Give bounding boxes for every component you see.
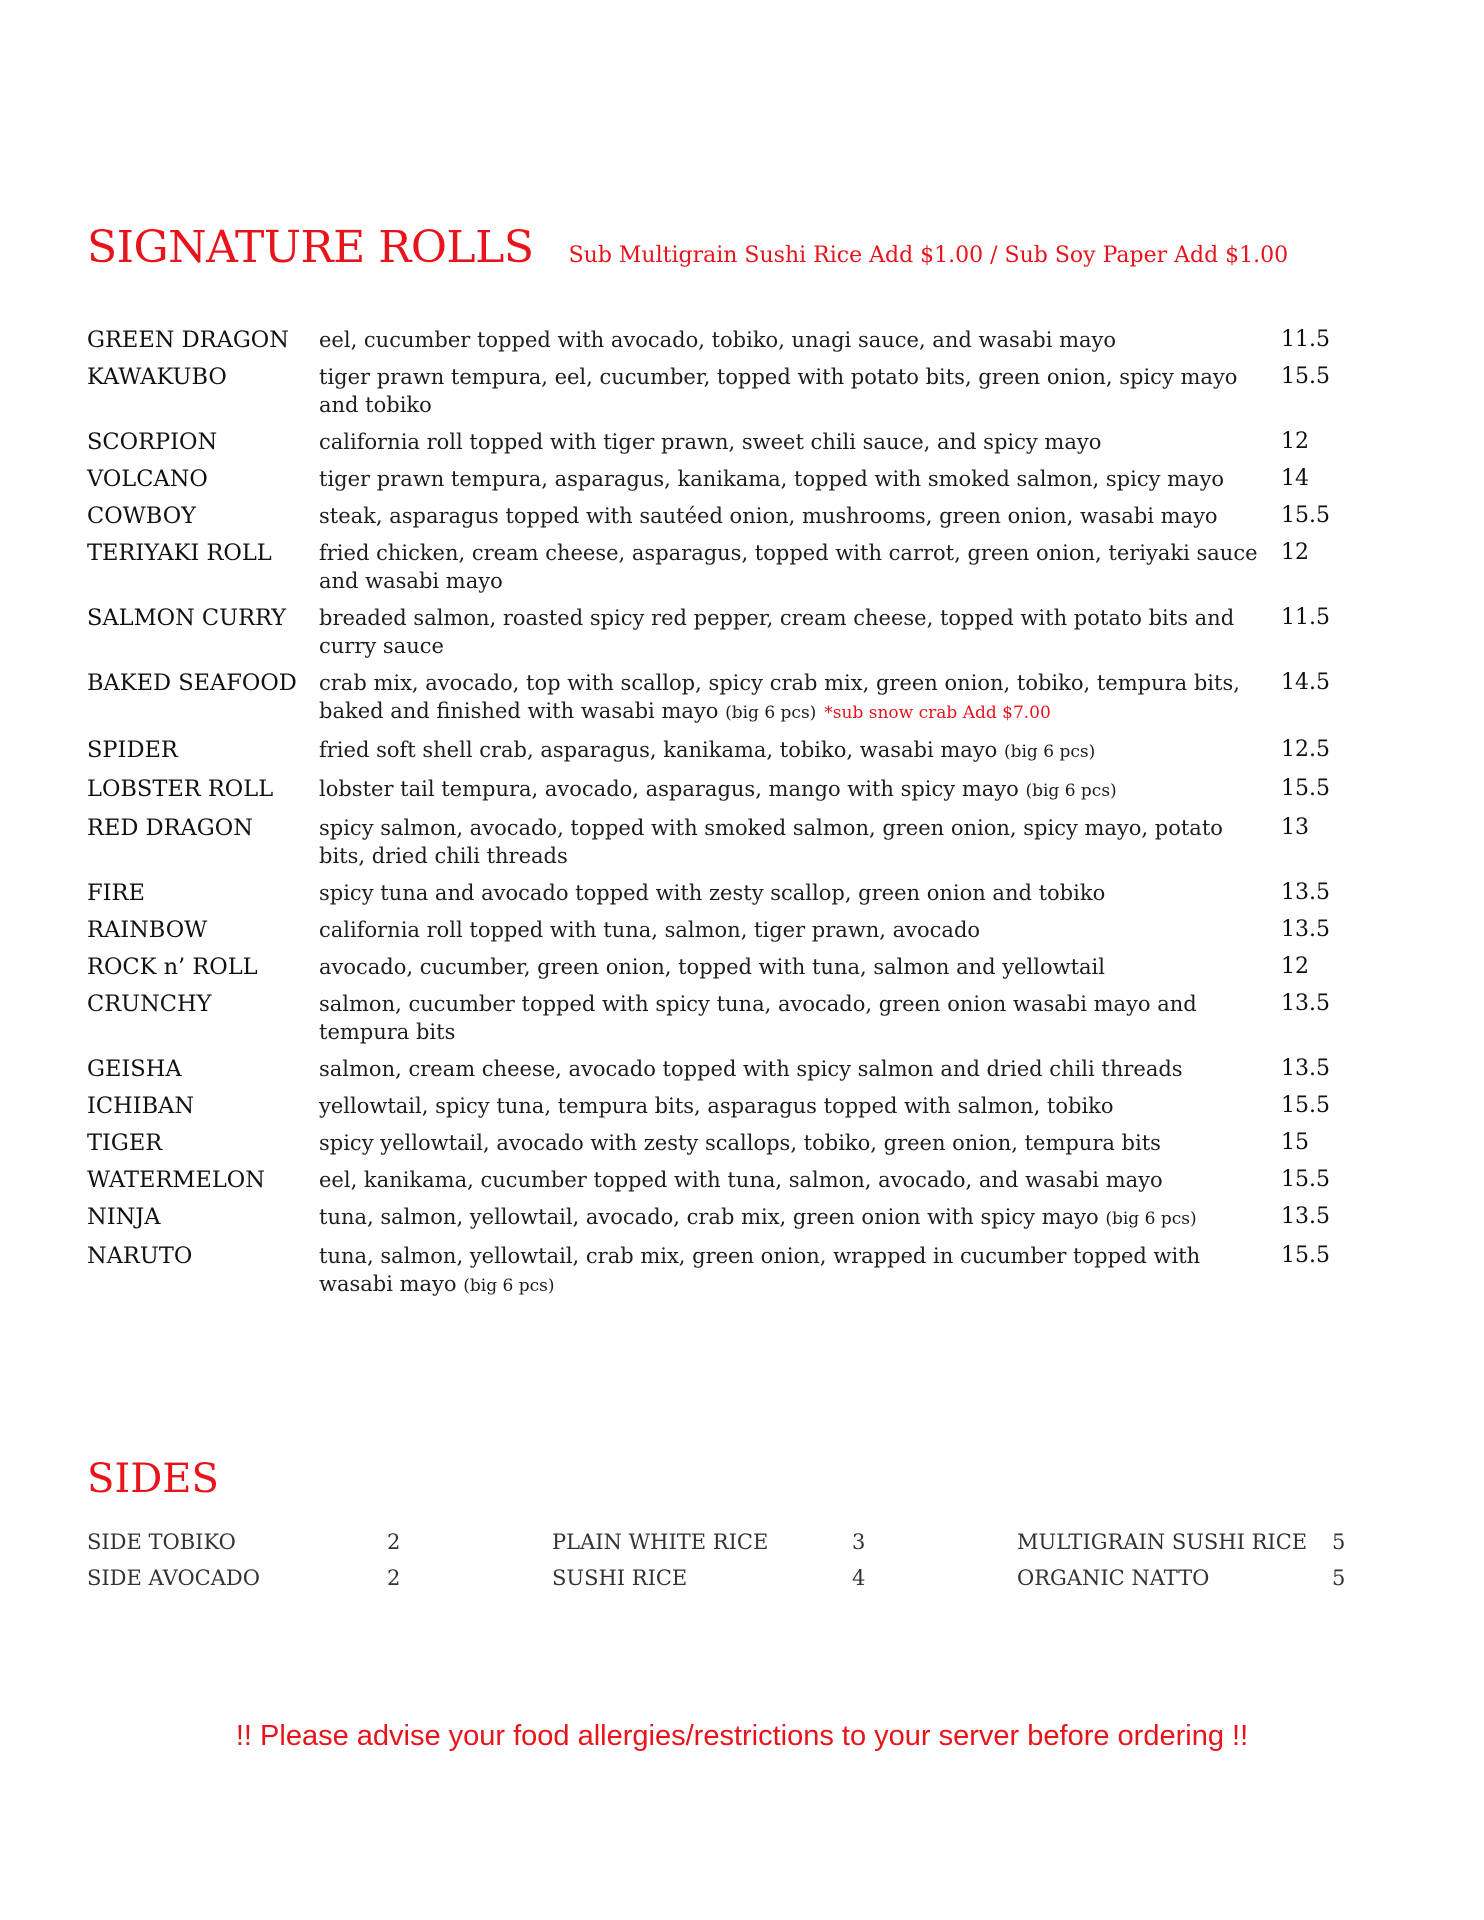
sides-row xyxy=(87,1524,1367,1560)
roll-name: KAWAKUBO xyxy=(87,364,227,390)
roll-description xyxy=(319,604,1259,660)
roll-name: VOLCANO xyxy=(87,466,208,492)
roll-description xyxy=(319,669,1259,727)
roll-description xyxy=(319,953,1259,981)
roll-name: TERIYAKI ROLL xyxy=(87,540,272,566)
side-item-name: SUSHI RICE xyxy=(552,1566,688,1590)
roll-name: FIRE xyxy=(87,880,145,906)
sides-row xyxy=(87,1560,1367,1596)
roll-description-text: spicy tuna and avocado topped with zesty scallop, green onion and tobiko xyxy=(319,881,1106,905)
roll-price: 15.5 xyxy=(1281,503,1330,528)
roll-name: GEISHA xyxy=(87,1056,182,1082)
roll-item xyxy=(87,1055,1357,1083)
roll-price: 13.5 xyxy=(1281,917,1330,942)
roll-description xyxy=(319,916,1259,944)
roll-price: 11.5 xyxy=(1281,605,1330,630)
roll-price: 14 xyxy=(1281,466,1309,491)
signature-rolls-header xyxy=(87,222,1288,273)
roll-size-note: (big 6 pcs) xyxy=(463,1276,555,1296)
roll-description xyxy=(319,1203,1259,1233)
roll-description-text: tuna, salmon, yellowtail, avocado, crab mix, green onion with spicy mayo xyxy=(319,1205,1099,1229)
side-item-name: ORGANIC NATTO xyxy=(1017,1566,1210,1590)
roll-item xyxy=(87,1203,1357,1233)
roll-item xyxy=(87,736,1357,766)
roll-price: 15 xyxy=(1281,1130,1309,1155)
roll-description xyxy=(319,879,1259,907)
roll-description-text: lobster tail tempura, avocado, asparagus, mango with spicy mayo xyxy=(319,777,1019,801)
roll-name: RED DRAGON xyxy=(87,815,253,841)
roll-description xyxy=(319,1242,1259,1300)
roll-description xyxy=(319,775,1259,805)
roll-name: GREEN DRAGON xyxy=(87,327,289,353)
roll-item xyxy=(87,1092,1357,1120)
roll-item xyxy=(87,326,1357,354)
roll-price: 11.5 xyxy=(1281,327,1330,352)
signature-rolls-title: SIGNATURE ROLLS xyxy=(87,222,534,273)
roll-price: 13.5 xyxy=(1281,1204,1330,1229)
roll-description xyxy=(319,1092,1259,1120)
roll-name: SALMON CURRY xyxy=(87,605,287,631)
roll-item xyxy=(87,539,1357,595)
roll-name: CRUNCHY xyxy=(87,991,212,1017)
side-item-price: 2 xyxy=(387,1566,401,1590)
roll-name: BAKED SEAFOOD xyxy=(87,670,297,696)
roll-price: 15.5 xyxy=(1281,1167,1330,1192)
roll-description-text: breaded salmon, roasted spicy red pepper, cream cheese, topped with potato bits and curry sauce xyxy=(319,606,1235,658)
roll-item xyxy=(87,814,1357,870)
roll-item xyxy=(87,1242,1357,1300)
roll-description-text: tiger prawn tempura, eel, cucumber, topped with potato bits, green onion, spicy mayo and tobiko xyxy=(319,365,1238,417)
side-item-name: MULTIGRAIN SUSHI RICE xyxy=(1017,1530,1308,1554)
allergy-notice: !! Please advise your food allergies/restrictions to your server before ordering !! xyxy=(235,1720,1249,1752)
roll-description-text: avocado, cucumber, green onion, topped with tuna, salmon and yellowtail xyxy=(319,955,1105,979)
roll-description-text: eel, cucumber topped with avocado, tobiko, unagi sauce, and wasabi mayo xyxy=(319,328,1117,352)
roll-name: RAINBOW xyxy=(87,917,208,943)
side-item-name: SIDE AVOCADO xyxy=(87,1566,260,1590)
roll-item xyxy=(87,916,1357,944)
roll-description-text: tuna, salmon, yellowtail, crab mix, green onion, wrapped in cucumber topped with wasabi mayo xyxy=(319,1244,1201,1296)
roll-price: 13.5 xyxy=(1281,880,1330,905)
side-item-price: 5 xyxy=(1332,1530,1346,1554)
roll-price: 13.5 xyxy=(1281,1056,1330,1081)
roll-name: WATERMELON xyxy=(87,1167,265,1193)
roll-name: ROCK n’ ROLL xyxy=(87,954,258,980)
roll-price: 12 xyxy=(1281,954,1309,979)
side-item-name: SIDE TOBIKO xyxy=(87,1530,236,1554)
roll-description-text: salmon, cream cheese, avocado topped with spicy salmon and dried chili threads xyxy=(319,1057,1183,1081)
side-item xyxy=(552,1530,1017,1554)
roll-description-text: crab mix, avocado, top with scallop, spicy crab mix, green onion, tobiko, tempura bits, baked and finished with wasabi mayo xyxy=(319,671,1240,723)
roll-price: 14.5 xyxy=(1281,670,1330,695)
roll-item xyxy=(87,502,1357,530)
side-item-price: 4 xyxy=(852,1566,866,1590)
roll-name: TIGER xyxy=(87,1130,163,1156)
roll-item xyxy=(87,1129,1357,1157)
roll-description xyxy=(319,1055,1259,1083)
roll-name: NINJA xyxy=(87,1204,161,1230)
roll-description-text: tiger prawn tempura, asparagus, kanikama, topped with smoked salmon, spicy mayo xyxy=(319,467,1225,491)
side-item xyxy=(87,1566,552,1590)
side-item xyxy=(552,1566,1017,1590)
roll-price: 15.5 xyxy=(1281,1243,1330,1268)
roll-description-text: salmon, cucumber topped with spicy tuna, avocado, green onion wasabi mayo and tempura bits xyxy=(319,992,1197,1044)
roll-description-text: fried chicken, cream cheese, asparagus, topped with carrot, green onion, teriyaki sauce and wasabi mayo xyxy=(319,541,1258,593)
roll-price: 13.5 xyxy=(1281,991,1330,1016)
roll-price: 15.5 xyxy=(1281,364,1330,389)
roll-item xyxy=(87,465,1357,493)
substitution-note: Sub Multigrain Sushi Rice Add $1.00 / Sub Soy Paper Add $1.00 xyxy=(568,243,1289,268)
roll-item xyxy=(87,775,1357,805)
roll-name: SPIDER xyxy=(87,737,178,763)
roll-description-text: spicy salmon, avocado, topped with smoked salmon, green onion, spicy mayo, potato bits, dried chili threads xyxy=(319,816,1223,868)
roll-name: ICHIBAN xyxy=(87,1093,195,1119)
roll-description-text: california roll topped with tuna, salmon, tiger prawn, avocado xyxy=(319,918,981,942)
roll-price: 15.5 xyxy=(1281,776,1330,801)
roll-price: 12 xyxy=(1281,540,1309,565)
signature-rolls-list xyxy=(87,326,1357,1309)
roll-item xyxy=(87,1166,1357,1194)
side-item-price: 5 xyxy=(1332,1566,1346,1590)
roll-description xyxy=(319,465,1259,493)
roll-description xyxy=(319,990,1259,1046)
side-item xyxy=(1017,1530,1484,1554)
roll-description xyxy=(319,539,1259,595)
roll-price: 13 xyxy=(1281,815,1309,840)
roll-description xyxy=(319,326,1259,354)
roll-size-note: (big 6 pcs) xyxy=(1105,1209,1197,1229)
roll-description xyxy=(319,502,1259,530)
roll-description-text: yellowtail, spicy tuna, tempura bits, asparagus topped with salmon, tobiko xyxy=(319,1094,1114,1118)
roll-item xyxy=(87,428,1357,456)
roll-name: LOBSTER ROLL xyxy=(87,776,274,802)
side-item xyxy=(87,1530,552,1554)
roll-size-note: (big 6 pcs) xyxy=(725,703,817,723)
sides-title: SIDES xyxy=(87,1456,219,1502)
roll-item xyxy=(87,990,1357,1046)
roll-name: COWBOY xyxy=(87,503,197,529)
roll-size-note: (big 6 pcs) xyxy=(1003,742,1096,762)
roll-description xyxy=(319,814,1259,870)
roll-description xyxy=(319,1166,1259,1194)
roll-description xyxy=(319,1129,1259,1157)
roll-price: 12.5 xyxy=(1281,737,1330,762)
roll-item xyxy=(87,604,1357,660)
roll-size-note: (big 6 pcs) xyxy=(1025,781,1117,801)
roll-upgrade-note: *sub snow crab Add $7.00 xyxy=(824,703,1051,723)
roll-item xyxy=(87,953,1357,981)
roll-price: 15.5 xyxy=(1281,1093,1330,1118)
roll-description-text: steak, asparagus topped with sautéed onion, mushrooms, green onion, wasabi mayo xyxy=(319,504,1218,528)
roll-name: SCORPION xyxy=(87,429,218,455)
sides-list xyxy=(87,1524,1367,1596)
roll-description-text: eel, kanikama, cucumber topped with tuna, salmon, avocado, and wasabi mayo xyxy=(319,1168,1163,1192)
roll-item xyxy=(87,879,1357,907)
roll-description xyxy=(319,736,1259,766)
roll-description-text: california roll topped with tiger prawn, sweet chili sauce, and spicy mayo xyxy=(319,430,1102,454)
roll-price: 12 xyxy=(1281,429,1309,454)
side-item-price: 2 xyxy=(387,1530,401,1554)
roll-description xyxy=(319,428,1259,456)
roll-item xyxy=(87,669,1357,727)
roll-item xyxy=(87,363,1357,419)
side-item-price: 3 xyxy=(852,1530,866,1554)
side-item-name: PLAIN WHITE RICE xyxy=(552,1530,769,1554)
roll-description-text: fried soft shell crab, asparagus, kanikama, tobiko, wasabi mayo xyxy=(319,738,998,762)
roll-description xyxy=(319,363,1259,419)
roll-description-text: spicy yellowtail, avocado with zesty scallops, tobiko, green onion, tempura bits xyxy=(319,1131,1161,1155)
side-item xyxy=(1017,1566,1484,1590)
roll-name: NARUTO xyxy=(87,1243,193,1269)
